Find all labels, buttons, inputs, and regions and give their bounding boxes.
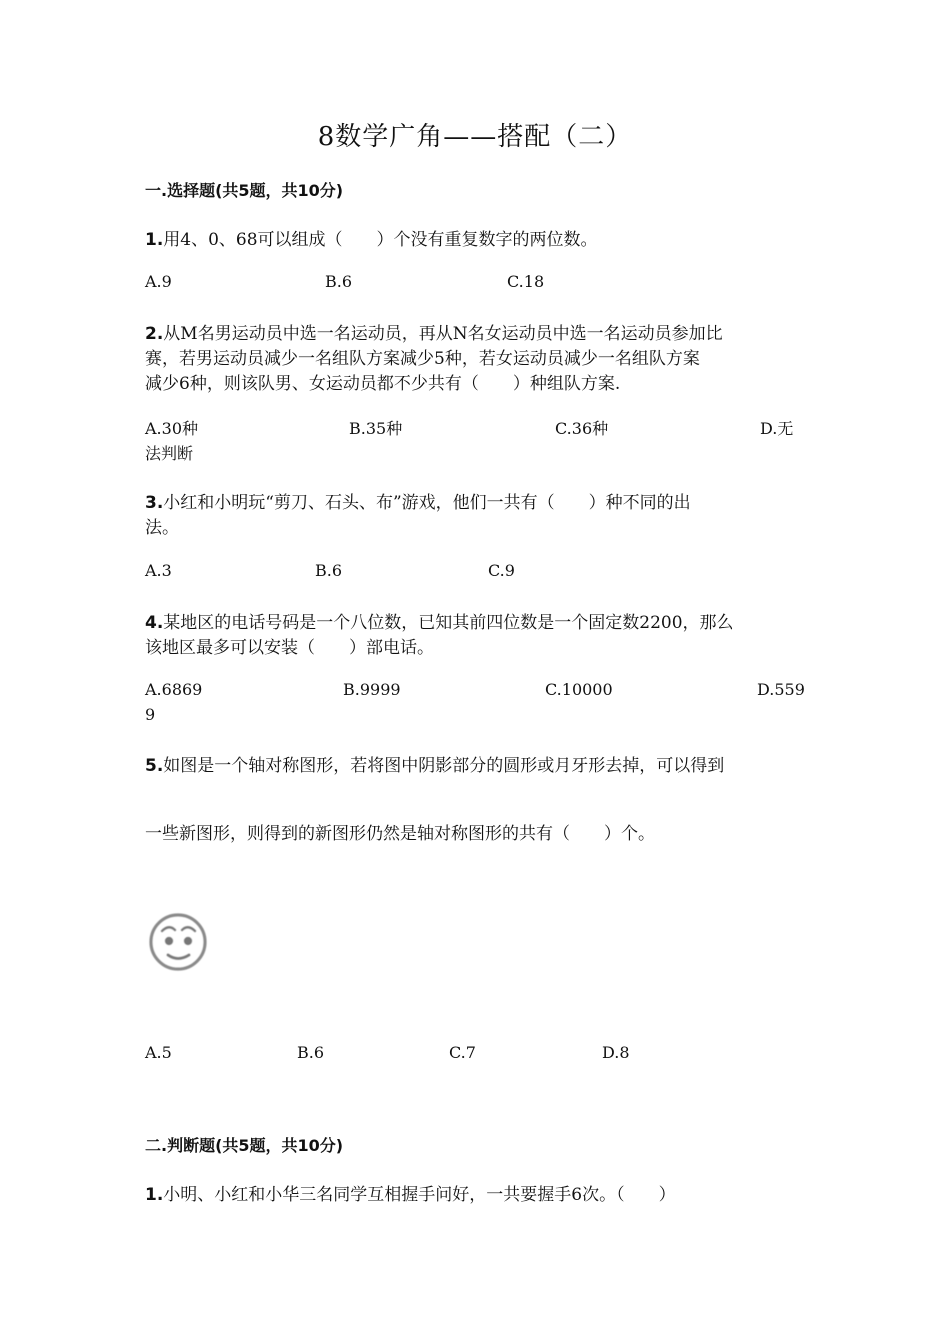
question-number: 2. <box>145 324 164 344</box>
option-a: A.3 <box>145 561 172 580</box>
question-text: 小红和小明玩“剪刀、石头、布”游戏，他们一共有（ ）种不同的出 <box>163 493 691 513</box>
option-d: D.无 <box>760 419 794 438</box>
option-b: B.9999 <box>343 680 401 699</box>
question-text: 用4、0、68可以组成（ ）个没有重复数字的两位数。 <box>163 230 598 250</box>
option-b: B.35种 <box>349 419 403 438</box>
option-c: C.9 <box>488 561 515 580</box>
question-2-line-2: 赛，若男运动员减少一名组队方案减少5种，若女运动员减少一名组队方案 <box>145 349 700 369</box>
question-3-line-2: 法。 <box>145 518 179 538</box>
option-c: C.10000 <box>545 680 613 699</box>
option-b: B.6 <box>325 272 353 291</box>
option-d-wrap: 法判断 <box>145 444 194 463</box>
question-number: 3. <box>145 493 164 513</box>
question-text: 某地区的电话号码是一个八位数，已知其前四位数是一个固定数2200，那么 <box>163 613 734 633</box>
option-a: A.6869 <box>145 680 203 699</box>
option-a: A.9 <box>145 272 172 291</box>
question-text: 从M名男运动员中选一名运动员，再从N名女运动员中选一名运动员参加比 <box>163 324 723 344</box>
option-d: D.8 <box>602 1043 630 1062</box>
question-1 <box>145 225 598 250</box>
section-heading-choice: 一.选择题(共5题，共10分) <box>145 181 344 200</box>
option-d-wrap: 9 <box>145 705 156 724</box>
question-number: 1. <box>145 1185 164 1205</box>
question-number: 4. <box>145 613 164 633</box>
question-text: 小明、小红和小华三名同学互相握手问好，一共要握手6次。（ ） <box>163 1185 676 1205</box>
option-b: B.6 <box>315 561 343 580</box>
question-number: 5. <box>145 756 164 776</box>
option-d: D.559 <box>757 680 805 699</box>
question-4-line-2: 该地区最多可以安装（ ）部电话。 <box>145 638 434 658</box>
option-a: A.30种 <box>145 419 199 438</box>
question-3 <box>145 488 691 513</box>
question-4 <box>145 608 734 633</box>
judgement-question-1 <box>145 1180 676 1205</box>
option-a: A.5 <box>145 1043 172 1062</box>
option-c: C.7 <box>449 1043 476 1062</box>
question-2-line-3: 减少6种，则该队男、女运动员都不少共有（ ）种组队方案. <box>145 374 621 394</box>
question-2 <box>145 319 723 344</box>
question-5-line-2: 一些新图形，则得到的新图形仍然是轴对称图形的共有（ ）个。 <box>145 824 655 844</box>
option-c: C.36种 <box>555 419 609 438</box>
page-title: 8数学广角——搭配（二） <box>317 122 633 152</box>
question-text: 如图是一个轴对称图形，若将图中阴影部分的圆形或月牙形去掉，可以得到 <box>163 756 725 776</box>
smiley-face-icon <box>148 908 210 974</box>
question-number: 1. <box>145 230 164 250</box>
option-c: C.18 <box>507 272 545 291</box>
question-5 <box>145 751 724 776</box>
section-heading-judgement: 二.判断题(共5题，共10分) <box>145 1136 344 1155</box>
option-b: B.6 <box>297 1043 325 1062</box>
